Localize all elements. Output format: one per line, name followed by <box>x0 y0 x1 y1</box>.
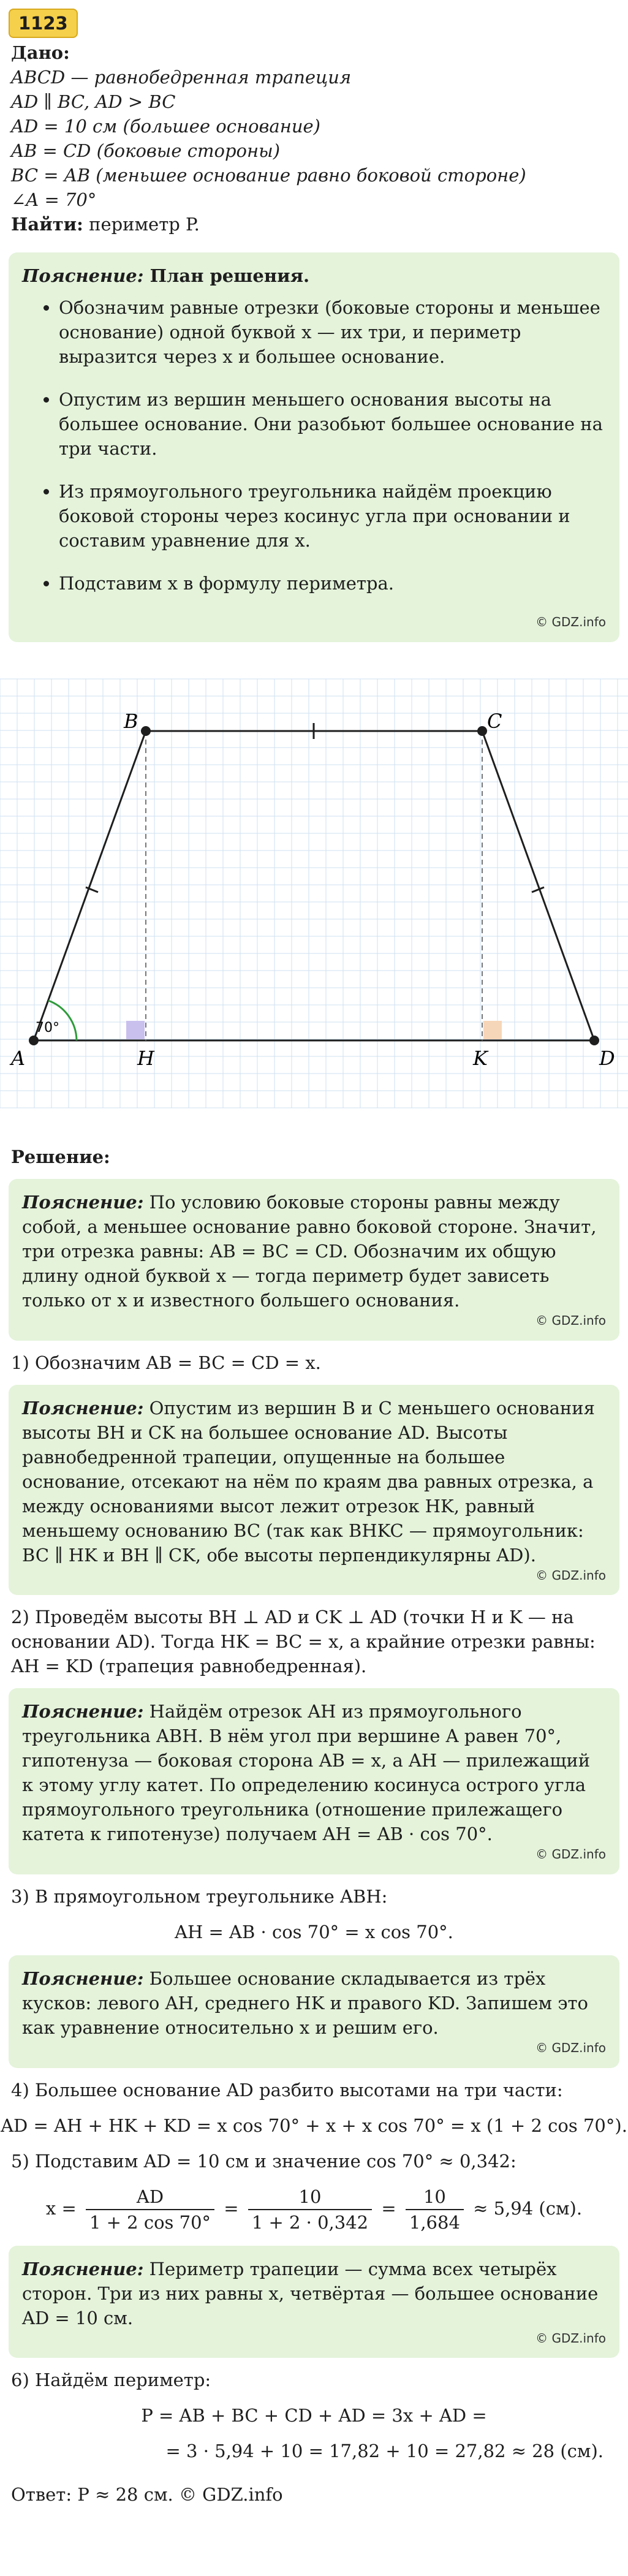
point-c <box>477 726 487 736</box>
explanation-note <box>9 1179 619 1341</box>
plan-item: • Обозначим равные отрезки (боковые стороны и меньшее основание) одной буквой x — их три, и периметр выразится через x и большее основание. <box>59 295 606 369</box>
fraction-1 <box>86 2184 214 2235</box>
solution-step: 1) Обозначим AB = BC = CD = x. <box>11 1352 321 1373</box>
trapezoid-diagram <box>0 667 628 1126</box>
given-line: AD ∥ BC, AD > BC <box>11 91 176 113</box>
copyright-label: © GDZ.info <box>535 1567 606 1583</box>
explanation-note <box>9 1955 619 2068</box>
note-text: Периметр трапеции — сумма всех четырёх сторон. Три из них равны x, четвёртая — большее основание AD = 10 см. <box>22 2258 599 2328</box>
given-line: ABCD — равнобедренная трапеция <box>11 67 352 88</box>
fraction-denominator: 1 + 2 · 0,342 <box>251 2211 369 2233</box>
solution-title: Решение: <box>11 1146 110 1167</box>
fraction-lhs: x = <box>45 2197 77 2219</box>
copyright-label: © GDZ.info <box>535 1847 606 1862</box>
answer-text: Ответ: P ≈ 28 см. <box>11 2483 173 2505</box>
label-c: C <box>487 709 502 733</box>
explanation-note <box>9 1688 619 1874</box>
trapezoid-svg <box>0 667 628 1120</box>
plan-note-subtitle: План решения. <box>143 265 310 287</box>
fraction-numerator: AD <box>86 2184 214 2210</box>
given-line: AD = 10 см (большее основание) <box>11 116 320 137</box>
plan-note <box>9 252 619 642</box>
given-line: AB = CD (боковые стороны) <box>11 140 281 162</box>
angle-a-label: 70° <box>36 1020 59 1036</box>
fraction-3 <box>406 2184 464 2235</box>
note-label: Пояснение: <box>22 1968 144 1990</box>
note-text: Опустим из вершин B и C меньшего основания высоты BH и CK на большее основание AD. Высоты равнобедренной трапеции, опущенные на большее основание, отсекают на нём по краям два равных отрезка, а между основаниями высот лежит отрезок HK, равный меньшему основанию BC (так как BHKC — прямоугольник: BC ∥ HK и BH ∥ CK, обе высоты перпендикулярны AD). <box>22 1397 595 1566</box>
copyright-label: © GDZ.info <box>535 615 606 630</box>
solution-blocks <box>0 1179 628 2464</box>
fraction-formula <box>0 2184 628 2235</box>
formula: P = AB + BC + CD + AD = 3x + AD = <box>141 2405 487 2426</box>
note-label: Пояснение: <box>22 1397 144 1419</box>
side-ab <box>34 731 146 1040</box>
tick-mark-cd <box>532 887 544 892</box>
label-a: A <box>11 1046 26 1070</box>
solution-step: 3) В прямоугольном треугольнике ABH: <box>11 1886 388 1907</box>
equals-sign: = <box>381 2197 396 2219</box>
copyright-label: © GDZ.info <box>535 2040 606 2056</box>
explanation-note <box>9 2246 619 2358</box>
fraction-2 <box>248 2184 372 2235</box>
plan-item: • Опустим из вершин меньшего основания высоты на большее основание. Они разобьют большее основание на три части. <box>59 387 606 461</box>
point-a <box>29 1036 39 1045</box>
solution-step: 6) Найдём периметр: <box>11 2370 211 2391</box>
find-label: Найти: <box>11 214 83 235</box>
formula: = 3 · 5,94 + 10 = 17,82 + 10 = 27,82 ≈ 28 (см). <box>165 2441 603 2462</box>
formula: AH = AB · cos 70° = x cos 70°. <box>175 1922 453 1943</box>
copyright-label: © GDZ.info <box>535 2330 606 2346</box>
label-k: K <box>473 1046 488 1070</box>
note-label: Пояснение: <box>22 1701 144 1722</box>
fraction-denominator: 1,684 <box>409 2211 460 2233</box>
note-text: По условию боковые стороны равны между собой, а меньшее основание равно боковой стороне. Значит, три отрезка равны: AB = BC = CD. Обозначим их общую длину одной буквой x — тогда периметр будет зависеть только от x и известного большего основания. <box>22 1191 597 1311</box>
given-line: ∠A = 70° <box>11 189 97 211</box>
label-d: D <box>599 1046 615 1070</box>
plan-item: • Подставим x в формулу периметра. <box>59 571 606 596</box>
plan-item: • Из прямоугольного треугольника найдём проекцию боковой стороны через косинус угла при основании и составим уравнение для x. <box>59 479 606 553</box>
given-title: Дано: <box>11 42 70 64</box>
explanation-note <box>9 1385 619 1596</box>
fraction-tail: ≈ 5,94 (см). <box>473 2197 583 2219</box>
plan-list <box>22 295 606 596</box>
fraction-denominator: 1 + 2 cos 70° <box>89 2211 211 2233</box>
grid <box>0 679 628 1108</box>
solution-step: 5) Подставим AD = 10 см и значение cos 70° ≈ 0,342: <box>11 2150 516 2172</box>
task-number-badge: 1123 <box>9 9 78 38</box>
formula: AD = AH + HK + KD = x cos 70° + x + x cos 70° = x (1 + 2 cos 70°). <box>1 2115 627 2136</box>
solution-step: 4) Большее основание AD разбито высотами на три части: <box>11 2079 563 2101</box>
answer-copyright: © GDZ.info <box>178 2483 283 2505</box>
right-angle-k-mark <box>483 1021 502 1039</box>
fraction-numerator: 10 <box>406 2184 464 2210</box>
point-b <box>141 726 151 736</box>
equals-sign: = <box>224 2197 239 2219</box>
given-line: BC = AB (меньшее основание равно боковой стороне) <box>11 165 526 186</box>
note-label: Пояснение: <box>22 2258 144 2279</box>
answer-line <box>11 2482 617 2507</box>
note-text: Найдём отрезок AH из прямоугольного треугольника ABH. В нём угол при вершине A равен 70°, гипотенуза — боковая сторона AB = x, а AH — прилежащий к этому углу катет. По определению косинуса острого угла прямоугольного треугольника (отношение прилежащего катета к гипотенузе) получаем AH = AB · cos 70°. <box>22 1701 591 1845</box>
given-section <box>0 38 628 243</box>
note-text: Большее основание складывается из трёх кусков: левого AH, среднего HK и правого KD. Запишем это как уравнение относительно x и решим его. <box>22 1968 588 2039</box>
label-b: B <box>124 709 138 733</box>
solution-step: 2) Проведём высоты BH ⊥ AD и CK ⊥ AD (точки H и K — на основании AD). Тогда HK = BC = x, а крайние отрезки равны: AH = KD (трапеция равнобедренная). <box>11 1607 596 1677</box>
plan-note-label: Пояснение: <box>22 265 144 287</box>
note-label: Пояснение: <box>22 1191 144 1213</box>
copyright-label: © GDZ.info <box>535 1313 606 1328</box>
point-d <box>589 1036 599 1045</box>
right-angle-h-mark <box>126 1021 145 1039</box>
label-h: H <box>137 1046 154 1070</box>
find-text: периметр P. <box>83 214 200 235</box>
find-line <box>11 212 617 237</box>
side-cd <box>482 731 594 1040</box>
fraction-numerator: 10 <box>248 2184 372 2210</box>
